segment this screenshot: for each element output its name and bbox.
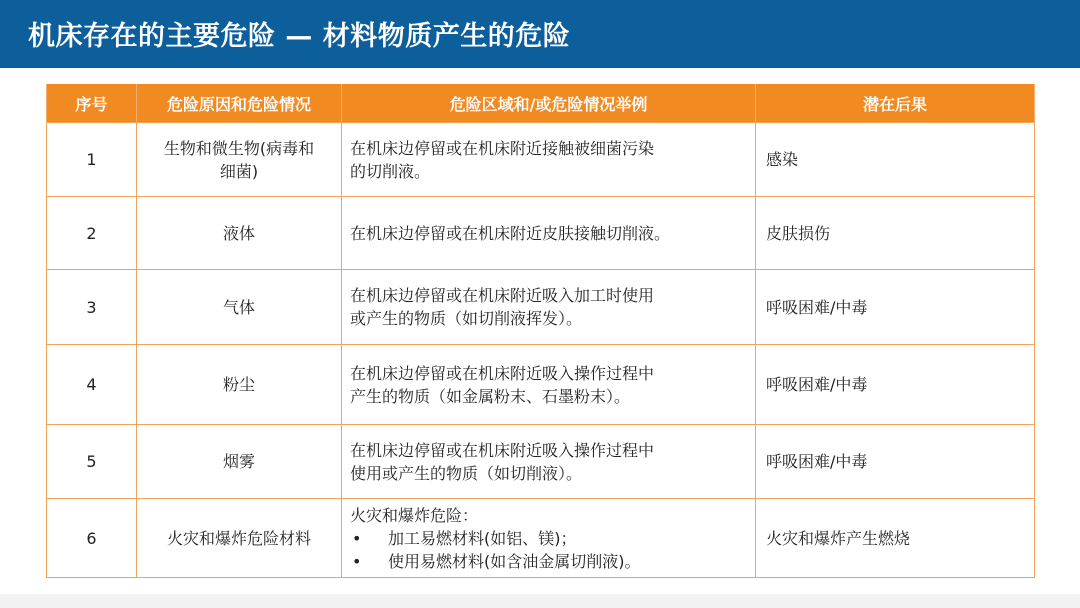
- bullet-text: 使用易燃材料(如含油金属切削液)。: [388, 551, 641, 571]
- row-number: 6: [47, 499, 137, 578]
- text-line: 的切削液。: [350, 161, 431, 181]
- hazard-area: [342, 345, 756, 425]
- col-header-result: 潜在后果: [756, 84, 1035, 123]
- table-row: [47, 270, 1035, 345]
- text-line: 粉尘: [222, 375, 255, 394]
- hazard-cause: [137, 123, 342, 197]
- potential-result: 呼吸困难/中毒: [756, 345, 1035, 425]
- hazard-cause: [137, 197, 342, 270]
- bullet-item: [350, 527, 747, 550]
- hazard-area: [342, 425, 756, 499]
- bullet-text: 加工易燃材料(如铝、镁)；: [388, 528, 577, 548]
- text-line: 使用或产生的物质（如切削液）。: [350, 463, 583, 483]
- text-line: 在机床边停留或在机床附近接触被细菌污染: [350, 138, 655, 158]
- hazard-table: [46, 84, 1035, 578]
- text-line: 液体: [222, 223, 255, 243]
- potential-result: 皮肤损伤: [756, 197, 1035, 270]
- col-header-number: 序号: [47, 84, 137, 123]
- potential-result: 火灾和爆炸产生燃烧: [756, 499, 1035, 578]
- table-row: [47, 197, 1035, 270]
- bullet-icon: •: [352, 528, 362, 548]
- hazard-area: [342, 499, 756, 578]
- footer-strip: [0, 594, 1080, 608]
- col-header-cause: 危险原因和危险情况: [137, 84, 342, 123]
- page-title: 机床存在的主要危险 — 材料物质产生的危险: [28, 21, 571, 52]
- title-bar: [0, 0, 1080, 68]
- text-line: 生物和微生物(病毒和: [163, 138, 315, 158]
- row-number: 1: [47, 123, 137, 197]
- text-line: 在机床边停留或在机床附近吸入加工时使用: [350, 286, 655, 305]
- hazard-area: [342, 123, 756, 197]
- table-row: [47, 345, 1035, 425]
- text-line: 在机床边停留或在机床附近吸入操作过程中: [350, 363, 655, 383]
- hazard-cause: [137, 270, 342, 345]
- hazard-cause: [137, 499, 342, 578]
- potential-result: 感染: [756, 123, 1035, 197]
- hazard-cause: [137, 425, 342, 499]
- area-heading: 火灾和爆炸危险：: [350, 505, 479, 525]
- text-line: 火灾和爆炸危险材料: [166, 528, 311, 548]
- text-line: 或产生的物质（如切削液挥发）。: [350, 309, 583, 328]
- text-line: 烟雾: [222, 452, 255, 471]
- text-line: 在机床边停留或在机床附近吸入操作过程中: [350, 440, 655, 460]
- hazard-area: [342, 270, 756, 345]
- table-header-row: [47, 84, 1035, 123]
- row-number: 3: [47, 270, 137, 345]
- col-header-area: 危险区域和/或危险情况举例: [342, 84, 756, 123]
- text-line: 细菌): [219, 161, 259, 181]
- hazard-area: [342, 197, 756, 270]
- text-line: 在机床边停留或在机床附近皮肤接触切削液。: [350, 223, 671, 243]
- text-line: 气体: [222, 297, 255, 317]
- bullet-item: [350, 550, 747, 573]
- bullet-icon: •: [352, 551, 362, 571]
- table-row: [47, 123, 1035, 197]
- potential-result: 呼吸困难/中毒: [756, 270, 1035, 345]
- row-number: 4: [47, 345, 137, 425]
- table-row: [47, 499, 1035, 578]
- table-row: [47, 425, 1035, 499]
- potential-result: 呼吸困难/中毒: [756, 425, 1035, 499]
- hazard-cause: [137, 345, 342, 425]
- text-line: 产生的物质（如金属粉末、石墨粉末）。: [350, 386, 631, 406]
- row-number: 5: [47, 425, 137, 499]
- row-number: 2: [47, 197, 137, 270]
